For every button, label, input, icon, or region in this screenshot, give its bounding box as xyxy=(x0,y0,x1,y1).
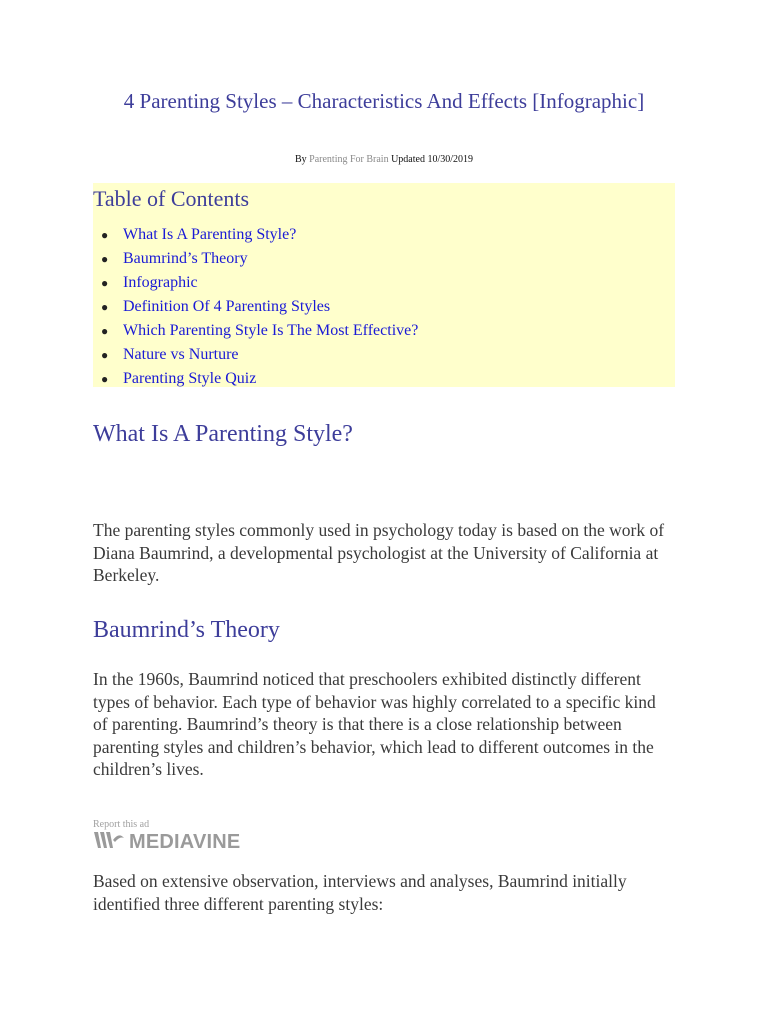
toc-item-label[interactable]: What Is A Parenting Style? xyxy=(123,226,297,243)
bullet-icon: ● xyxy=(101,348,109,362)
table-of-contents xyxy=(93,183,675,387)
mediavine-ad-badge[interactable] xyxy=(93,830,240,854)
toc-item-nature-vs-nurture[interactable] xyxy=(93,345,418,369)
bullet-icon: ● xyxy=(101,228,109,242)
toc-item-baumrinds-theory[interactable] xyxy=(93,249,418,273)
section-heading-baumrind: Baumrind’s Theory xyxy=(93,617,280,643)
section-paragraph-baumrind: In the 1960s, Baumrind noticed that preschoolers exhibited distinctly different types of behavior. Each type of behavior was highly correlated to a specific kind of parenting. Baumrind’s theory is that there is a close relationship between parenting styles and children’s behavior, which lead to different outcomes in the children’s lives. xyxy=(93,669,656,779)
author-link[interactable]: Parenting For Brain xyxy=(309,154,389,165)
mediavine-logo-icon xyxy=(93,830,127,855)
toc-item-label[interactable]: Baumrind’s Theory xyxy=(123,250,248,267)
toc-item-label[interactable]: Infographic xyxy=(123,274,198,291)
bullet-icon: ● xyxy=(101,276,109,290)
toc-item-definition[interactable] xyxy=(93,297,418,321)
toc-item-label[interactable]: Definition Of 4 Parenting Styles xyxy=(123,298,331,315)
bullet-icon: ● xyxy=(101,324,109,338)
bullet-icon: ● xyxy=(101,252,109,266)
mediavine-brand: MEDIAVINE xyxy=(129,830,241,853)
bullet-icon: ● xyxy=(101,372,109,386)
updated-date: Updated 10/30/2019 xyxy=(391,154,474,165)
article-title: 4 Parenting Styles – Characteristics And Effects [Infographic] xyxy=(123,89,645,113)
toc-item-infographic[interactable] xyxy=(93,273,418,297)
toc-item-what-is-parenting-style[interactable] xyxy=(93,225,418,249)
toc-item-label[interactable]: Nature vs Nurture xyxy=(123,346,239,363)
report-ad-link[interactable]: Report this ad xyxy=(93,819,150,830)
toc-item-label[interactable]: Parenting Style Quiz xyxy=(123,370,257,387)
section-paragraph-styles-intro: Based on extensive observation, interviews and analyses, Baumrind initially identified three different parenting styles: xyxy=(93,871,627,914)
toc-item-quiz[interactable] xyxy=(93,369,418,393)
bullet-icon: ● xyxy=(101,300,109,314)
toc-list xyxy=(93,225,418,393)
byline xyxy=(93,154,675,165)
section-paragraph-what-is: The parenting styles commonly used in psychology today is based on the work of Diana Baumrind, a developmental psychologist at the University of California at Berkeley. xyxy=(93,520,665,585)
toc-heading: Table of Contents xyxy=(93,186,250,211)
toc-item-label[interactable]: Which Parenting Style Is The Most Effective? xyxy=(123,322,419,339)
toc-item-most-effective[interactable] xyxy=(93,321,418,345)
byline-by: By xyxy=(294,154,307,165)
section-heading-what-is: What Is A Parenting Style? xyxy=(93,421,353,447)
